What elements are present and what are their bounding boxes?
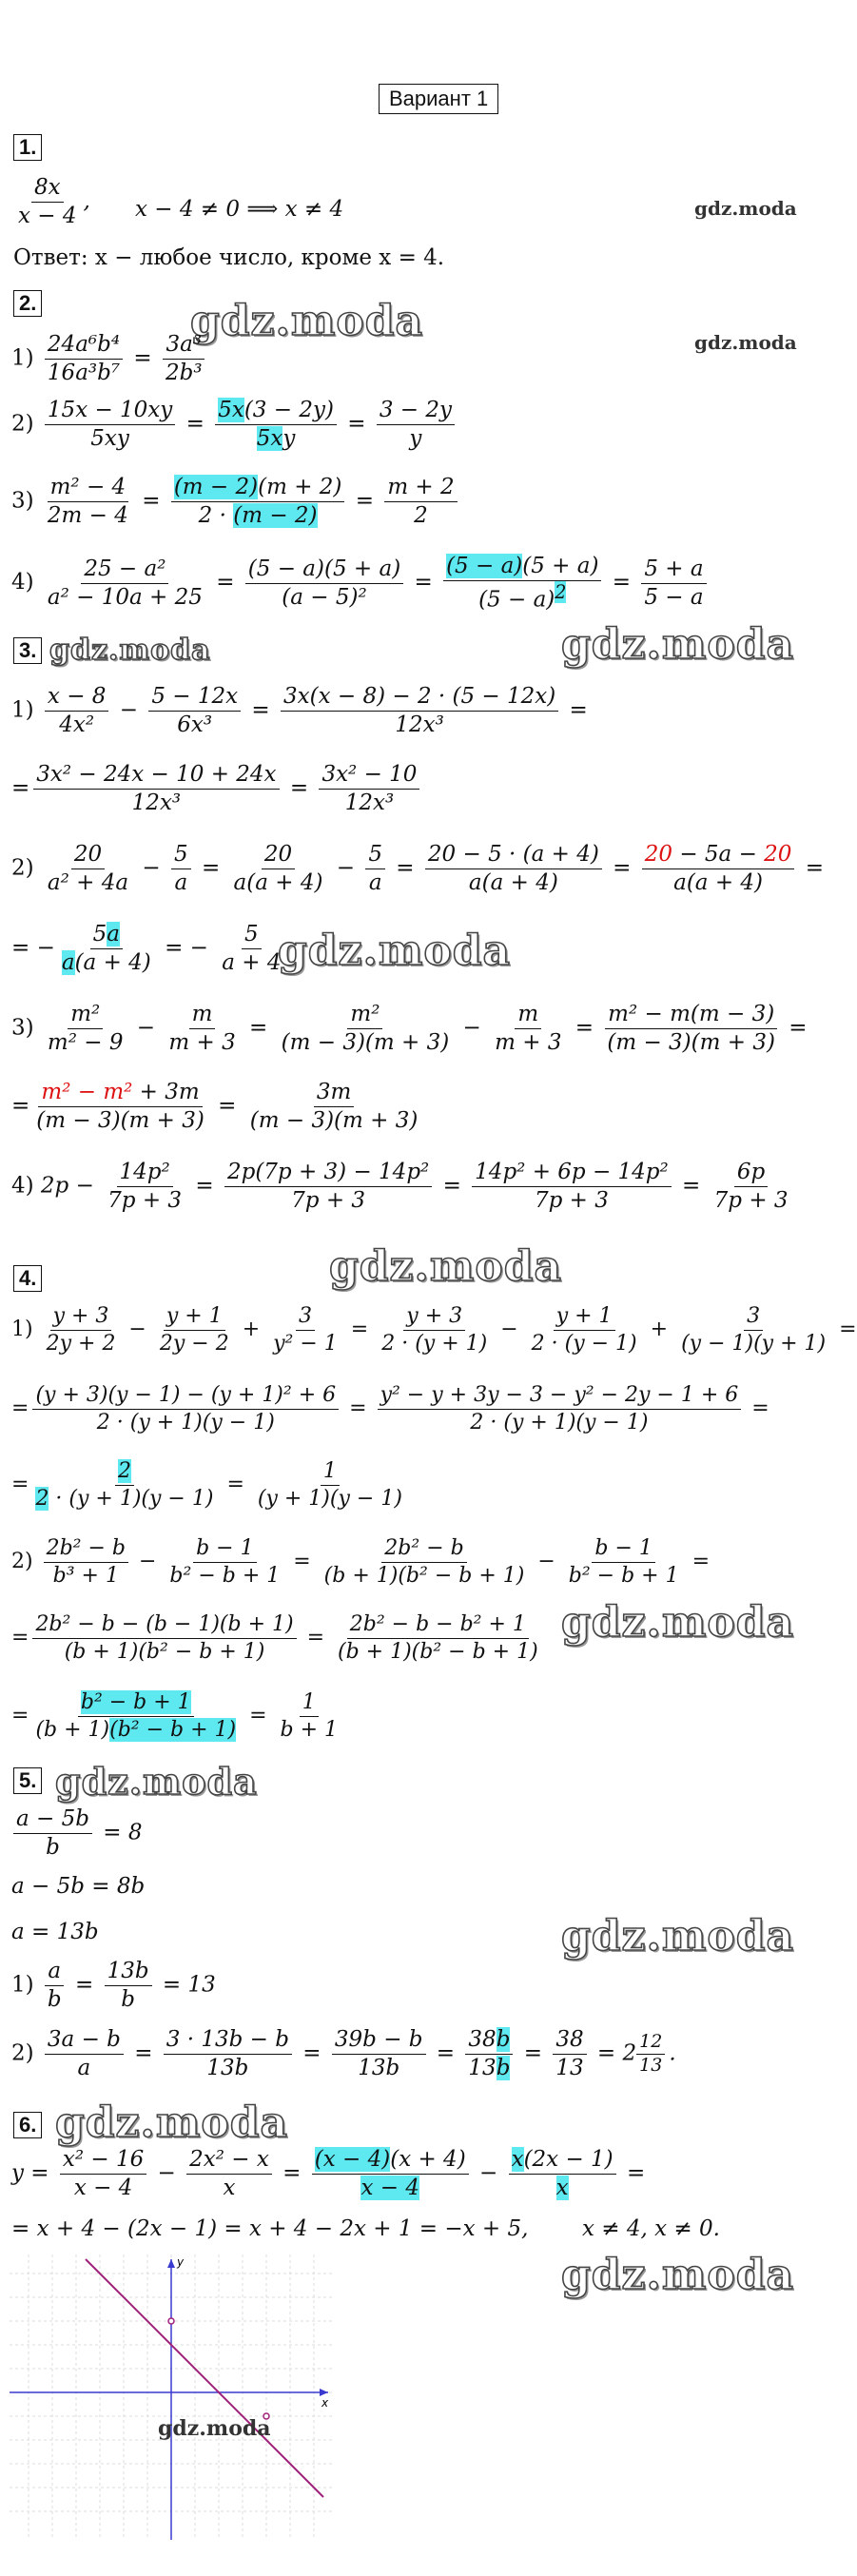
task-2-line-3: 3) $\frac{\text{m² − 4}}{2m - 4}$ = $\frac{(m - 2)(m + 2)}{2 \cdot (m - 2)}$ = $\frac{m + 2}{2}$ xyxy=(11,474,461,530)
task-3-line-2: 2) $\frac{20}{\text{a² + 4a}}$ − $\frac{5}{a}$ = $\frac{20}{a(a + 4)}$ − $\frac{5}{a}$ = $\frac{20 - 5 \cdot (a + 4)}{a(a + 4)}$ = $\frac{20 - 5a - 20}{a(a + 4)}$ = xyxy=(11,842,825,895)
watermark: gdz.moda xyxy=(55,2098,289,2147)
function-graph xyxy=(10,2254,333,2540)
task-4-line-2b: = $\frac{\text{2b² − b − (b − 1)(b + 1)}}{\text{(b + 1)(b² − b + 1)}}$ = $\frac{\text{2b² − b − b² + 1}}{\text{(b + 1)(b² − b + 1)}}$ xyxy=(11,1612,538,1664)
watermark: gdz.moda xyxy=(329,1242,563,1291)
task-3-line-1: 1) $\frac{x - 8}{\text{4x²}}$ − $\frac{5 - 12x}{\text{6x³}}$ = $\frac{3x(x - 8) - 2 \cdot (5 - 12x)}{\text{12x³}}$ = xyxy=(11,684,588,737)
watermark-small: gdz.moda xyxy=(694,197,797,220)
task-3-line-1b: = $\frac{\text{3x² − 24x − 10 + 24x}}{\text{12x³}}$ = $\frac{\text{3x² − 10}}{\text{12x³}}$ xyxy=(11,761,423,817)
watermark: gdz.moda xyxy=(278,927,512,975)
watermark: gdz.moda xyxy=(561,2251,795,2299)
task-2-line-1: 1) $\frac{\text{24a⁶b⁴}}{\text{16a³b⁷}}$ = $\frac{\text{3a³}}{\text{2b³}}$ xyxy=(11,331,209,387)
watermark: gdz.moda xyxy=(561,1598,795,1647)
task-6-line-1: y = $\frac{\text{x² − 16}}{x - 4}$ − $\frac{\text{2x² − x}}{x}$ = $\frac{(x - 4)(x + 4)}{x - 4}$ − $\frac{x(2x - 1)}{x}$ = xyxy=(11,2147,646,2200)
hole-point-x0 xyxy=(168,2318,174,2324)
watermark: gdz.moda xyxy=(49,634,211,667)
task-1-answer: Ответ: x − любое число, кроме x = 4. xyxy=(13,245,445,270)
task-3-line-3b: = $\frac{\text{m² − m² + 3m}}{(m - 3)(m + 3)}$ = $\frac{3m}{(m - 3)(m + 3)}$ xyxy=(11,1080,419,1133)
task-6-line-2: = x + 4 − (2x − 1) = x + 4 − 2x + 1 = −x + 5, xyxy=(11,2216,529,2241)
y-axis-label: y xyxy=(177,2255,185,2269)
watermark: gdz.moda xyxy=(561,1912,795,1961)
task-4-line-2: 2) $\frac{\text{2b² − b}}{\text{b³ + 1}}$ − $\frac{b - 1}{\text{b² − b + 1}}$ = $\frac{\text{2b² − b}}{\text{(b + 1)(b² − b + 1)}}$ − $\frac{b - 1}{\text{b² − b + 1}}$ = xyxy=(11,1536,711,1588)
graph-line xyxy=(86,2259,323,2497)
variant-title: Вариант 1 xyxy=(379,84,498,114)
task-4-line-1b: = $\frac{\text{(y + 3)(y − 1) − (y + 1)² + 6}}{2 \cdot (y + 1)(y - 1)}$ = $\frac{\text{y² − y + 3y − 3 − y² − 2y − 1 + 6}}{2 \cdot (y + 1)(y - 1)}$ = xyxy=(11,1383,769,1434)
task-6-condition: x ≠ 4, x ≠ 0. xyxy=(582,2216,720,2241)
watermark: gdz.moda xyxy=(190,297,424,345)
task-6-number: 6. xyxy=(13,2112,42,2138)
task-4-number: 4. xyxy=(13,1265,42,1292)
task-2-number: 2. xyxy=(13,290,42,317)
task-2-line-4: 4) $\frac{\text{25 − a²}}{\text{a² − 10a + 25}}$ = $\frac{(5 - a)(5 + a)}{\text{(a − 5)²}}$ = $\frac{(5 - a)(5 + a)}{(5 - a)^2}$ = $\frac{5 + a}{5 - a}$ xyxy=(11,553,711,614)
task-5-step-3: a = 13b xyxy=(11,1920,99,1944)
x-axis-arrow xyxy=(320,2389,328,2396)
watermark: gdz.moda xyxy=(561,620,795,669)
task-5-step-2: a − 5b = 8b xyxy=(11,1874,146,1899)
task-4-line-1: 1) $\frac{y + 3}{2y + 2}$ − $\frac{y + 1}{2y - 2}$ + $\frac{3}{\text{y² − 1}}$ = $\frac{y + 3}{2 \cdot (y + 1)}$ − $\frac{y + 1}{2 \cdot (y - 1)}$ + $\frac{3}{(y - 1)(y + 1)}$ = xyxy=(11,1304,857,1356)
task-4-line-2c: = $\frac{\text{b² − b + 1}}{\text{(b + 1)(b² − b + 1)}}$ = $\frac{1}{b + 1}$ xyxy=(11,1690,339,1742)
watermark: gdz.moda xyxy=(55,1760,258,1803)
watermark-small: gdz.moda xyxy=(158,2416,271,2441)
task-1-condition: x − 4 ≠ 0 ⟹ x ≠ 4 xyxy=(135,197,344,222)
watermark-small: gdz.moda xyxy=(694,331,797,354)
x-axis-label: x xyxy=(321,2396,329,2410)
task-5-number: 5. xyxy=(13,1767,42,1794)
task-2-line-2: 2) $\frac{15x - 10xy}{5xy}$ = $\frac{5x(3 - 2y)}{5xy}$ = $\frac{3 - 2y}{y}$ xyxy=(11,397,458,453)
y-axis-arrow xyxy=(167,2259,175,2268)
task-4-line-1c: = $\frac{2}{2 \cdot (y + 1)(y - 1)}$ = $\frac{1}{(y + 1)(y - 1)}$ xyxy=(11,1459,402,1511)
task-5-line-2: 2) $\frac{3a - b}{a}$ = $\frac{3 \cdot 13b - b}{13b}$ = $\frac{39b - b}{13b}$ = $\frac{38b}{13b}$ = $\frac{38}{13}$ = 2 $\frac{12}{13}$ . xyxy=(11,2027,676,2080)
task-1-expression: $\frac{8x}{x - 4}$ , xyxy=(18,175,90,228)
task-3-line-4: 4) 2p − $\frac{\text{14p²}}{7p + 3}$ = $\frac{\text{2p(7p + 3) − 14p²}}{7p + 3}$ = $\frac{\text{14p² + 6p − 14p²}}{7p + 3}$ = $\frac{6p}{7p + 3}$ xyxy=(11,1160,789,1213)
task-3-line-3: 3) $\frac{\text{m²}}{\text{m² − 9}}$ − $\frac{m}{m + 3}$ = $\frac{\text{m²}}{(m - 3)(m + 3)}$ − $\frac{m}{m + 3}$ = $\frac{\text{m² − m(m − 3)}}{(m - 3)(m + 3)}$ = xyxy=(11,1002,808,1055)
task-5-line-1: 1) $\frac{a}{b}$ = $\frac{13b}{b}$ = 13 xyxy=(11,1959,216,2012)
task-3-number: 3. xyxy=(13,637,42,664)
task-3-line-2b: = − $\frac{5a}{a(a + 4)}$ = − $\frac{5}{a + 4}$ xyxy=(11,922,282,975)
task-1-number: 1. xyxy=(13,134,42,161)
task-5-given: $\frac{a - 5b}{b}$ = 8 xyxy=(10,1805,143,1862)
